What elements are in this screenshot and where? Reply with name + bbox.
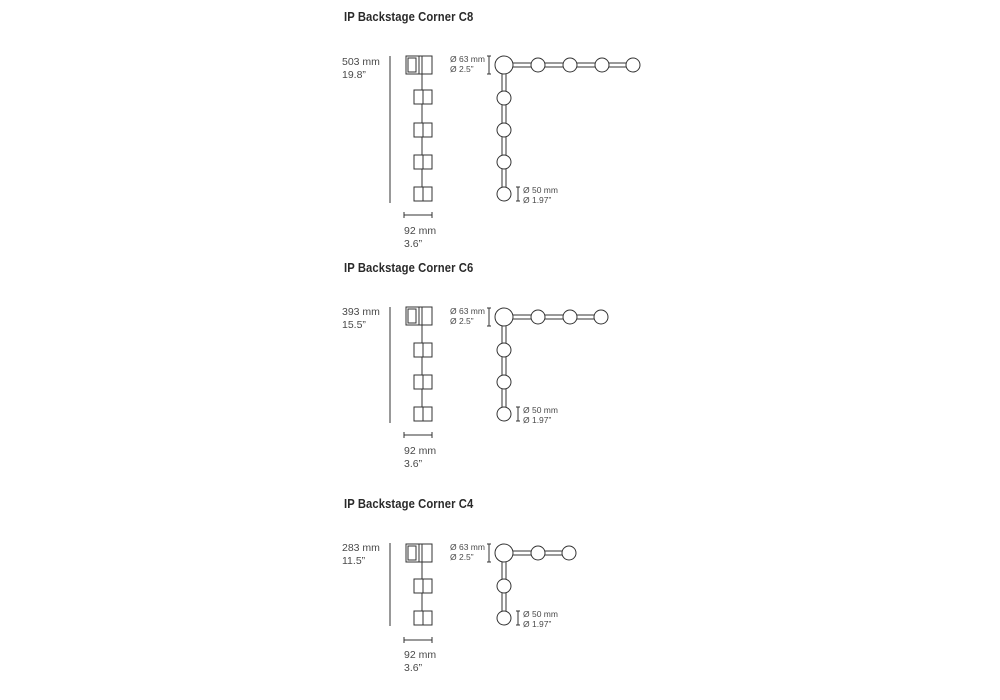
large-diameter-in: Ø 2.5”: [450, 63, 474, 74]
height-mm: 393 mm: [342, 306, 380, 318]
height-mm: 503 mm: [342, 56, 380, 68]
width-mm: 92 mm: [404, 445, 437, 457]
height-in: 15.5”: [342, 319, 366, 331]
side-module: [414, 611, 432, 625]
height-in: 19.8”: [342, 69, 366, 81]
front-module-circle: [497, 611, 511, 625]
width-mm: 92 mm: [404, 649, 437, 661]
width-in: 3.6”: [404, 662, 423, 674]
front-module-circle: [531, 546, 545, 560]
large-diameter-in: Ø 2.5”: [450, 315, 474, 326]
front-module-circle: [497, 579, 511, 593]
height-in: 11.5”: [342, 555, 366, 567]
height-mm: 283 mm: [342, 542, 380, 554]
width-mm: 92 mm: [404, 225, 437, 237]
product-title: IP Backstage Corner C4: [344, 497, 474, 511]
product-title: IP Backstage Corner C8: [344, 10, 474, 24]
small-diameter-in: Ø 1.97”: [523, 618, 552, 629]
small-diameter-in: Ø 1.97”: [523, 194, 552, 205]
large-diameter-mm: Ø 63 mm: [450, 54, 485, 64]
large-diameter-in: Ø 2.5”: [450, 551, 474, 562]
side-module: [414, 579, 432, 593]
small-diameter-mm: Ø 50 mm: [523, 609, 558, 619]
large-diameter-mm: Ø 63 mm: [450, 306, 485, 316]
small-diameter-in: Ø 1.97”: [523, 414, 552, 425]
small-diameter-mm: Ø 50 mm: [523, 405, 558, 415]
product-title: IP Backstage Corner C6: [344, 261, 474, 275]
front-module-circle: [562, 546, 576, 560]
width-in: 3.6”: [404, 458, 423, 470]
large-diameter-mm: Ø 63 mm: [450, 542, 485, 552]
width-in: 3.6”: [404, 238, 423, 250]
small-diameter-mm: Ø 50 mm: [523, 185, 558, 195]
corner-head-circle: [495, 544, 513, 562]
